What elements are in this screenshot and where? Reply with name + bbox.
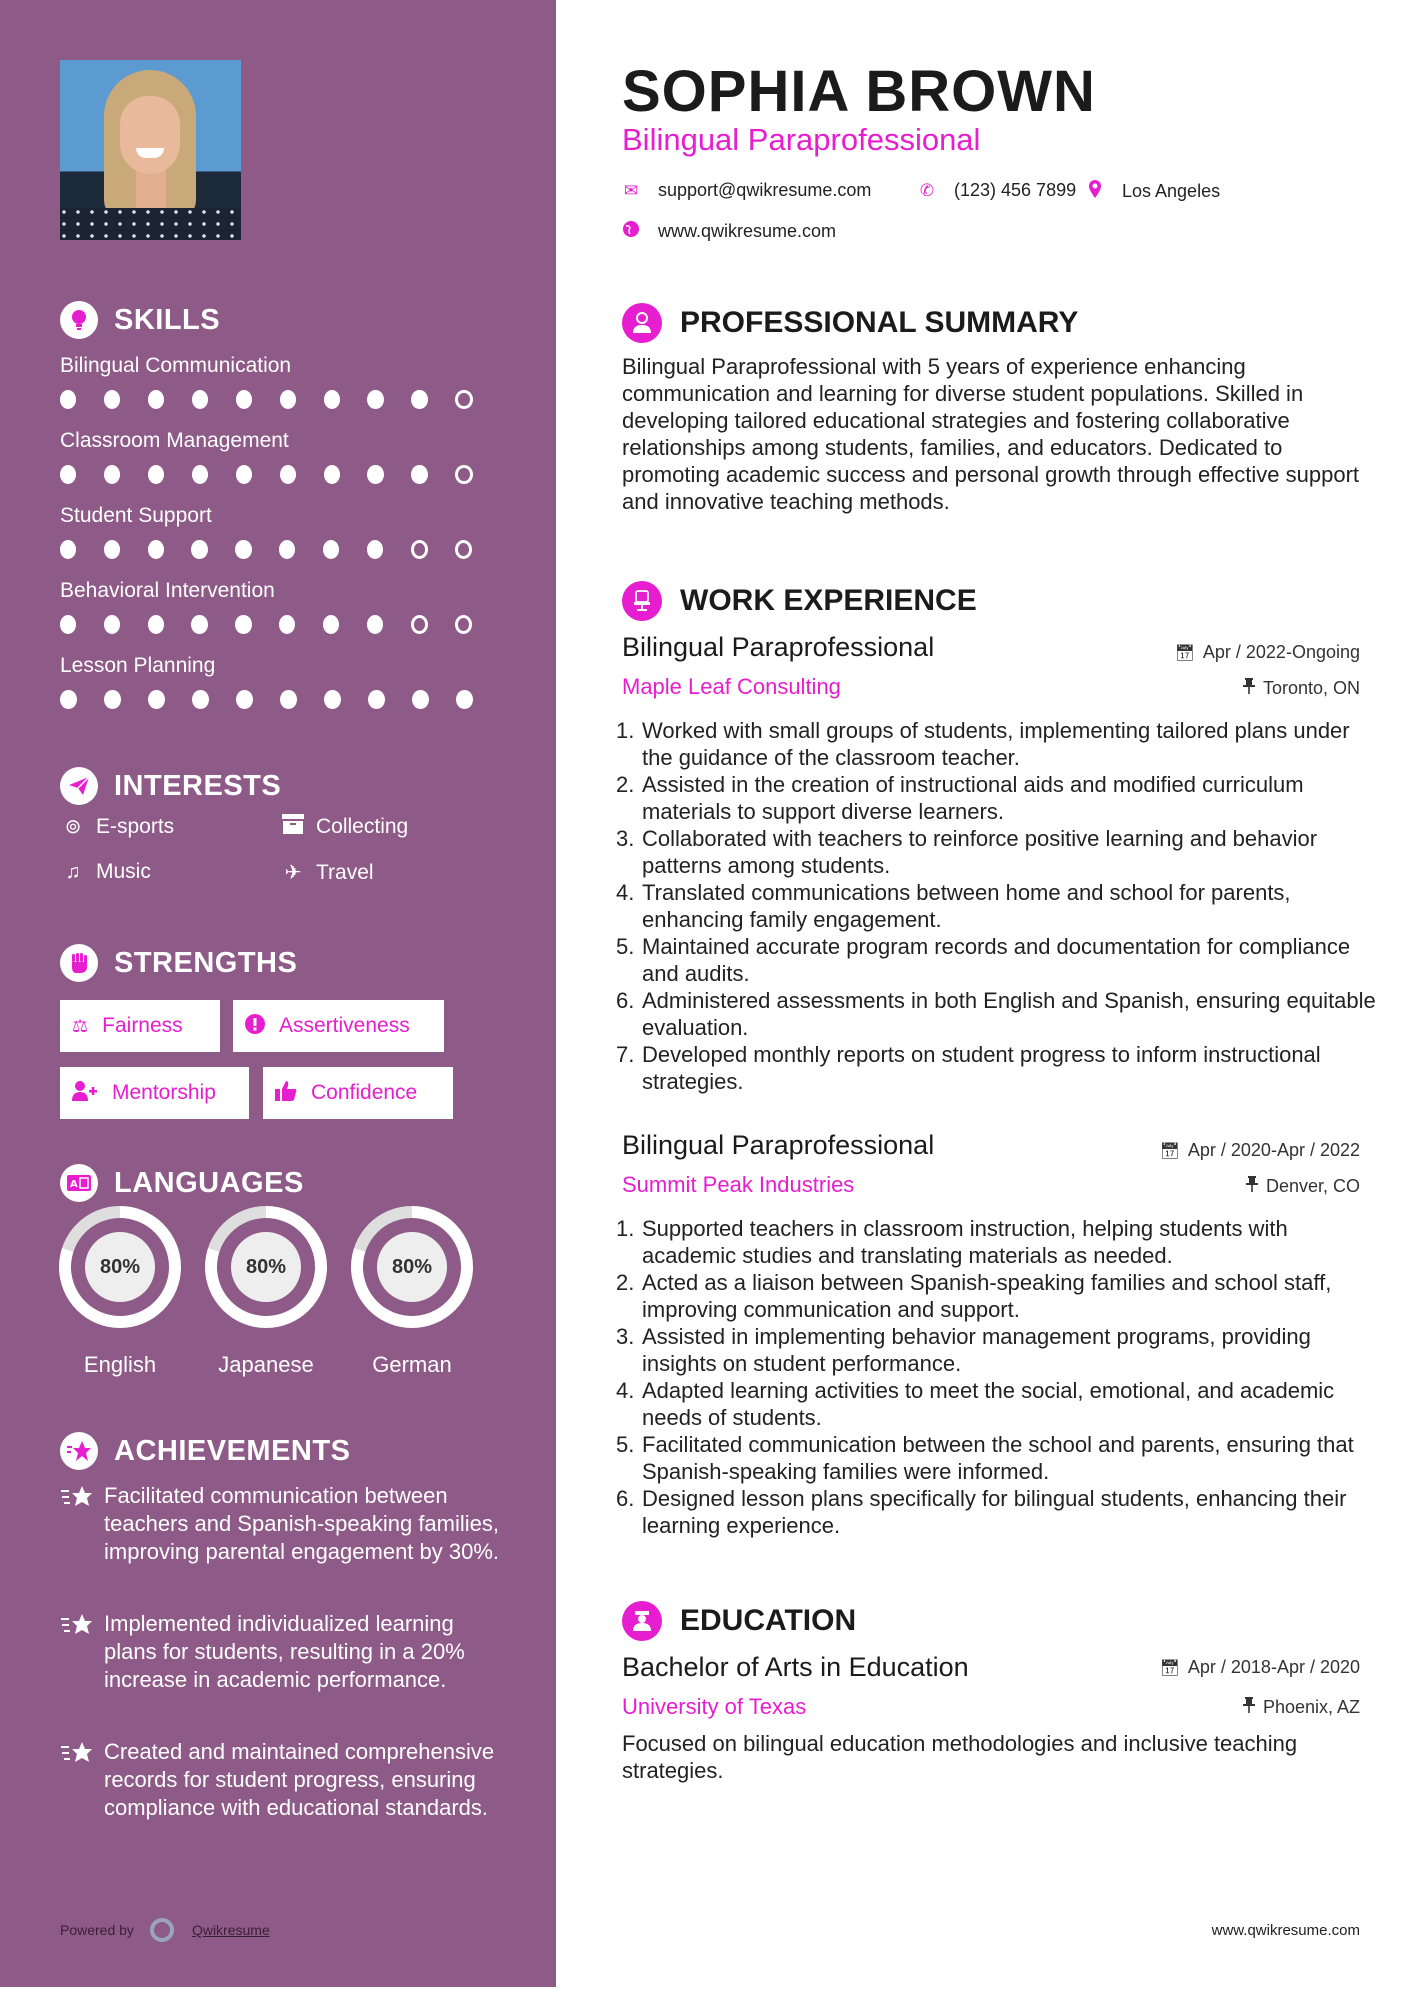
rating-dot-filled: [104, 465, 120, 484]
rating-dot-filled: [104, 690, 121, 709]
exclamation-circle-icon: [245, 1014, 265, 1039]
rating-dot-filled: [236, 690, 253, 709]
skill-rating: [60, 690, 500, 709]
powered-by-label: Powered by: [60, 1922, 134, 1938]
pushpin-icon: [1243, 678, 1255, 699]
skill-item: [60, 502, 500, 559]
skill-rating: [60, 615, 500, 634]
achievement-text: Created and maintained comprehensive records for student progress, ensuring compliance with educational standards.: [104, 1739, 495, 1820]
language-progress-ring: [205, 1206, 327, 1328]
job-location-text: Toronto, ON: [1262, 678, 1360, 698]
translate-icon: [60, 1164, 98, 1202]
job-dates: [1175, 642, 1360, 663]
map-pin-icon: [1086, 180, 1104, 203]
education-dates: [1160, 1657, 1360, 1678]
email-text[interactable]: support@qwikresume.com: [658, 180, 872, 200]
profile-photo: [60, 60, 241, 240]
bullet-text: Collaborated with teachers to reinforce positive learning and behavior patterns among students.: [642, 826, 1318, 878]
interests-heading: [60, 767, 281, 805]
achievement-text: Facilitated communication between teachers and Spanish-speaking families, improving parental engagement by 30%.: [104, 1483, 500, 1564]
job-bullets: [616, 1215, 1376, 1539]
location-text: Los Angeles: [1122, 181, 1221, 201]
user-plus-icon: [72, 1081, 98, 1106]
rating-dot-empty: [411, 615, 428, 634]
rating-dot-filled: [148, 690, 165, 709]
education-location-text: Phoenix, AZ: [1262, 1697, 1360, 1717]
language-percent: 80%: [377, 1232, 447, 1302]
bullet-number: 3.: [616, 1324, 635, 1349]
skill-item: [60, 577, 500, 634]
job-bullet: [616, 1377, 1376, 1431]
rating-dot-filled: [235, 615, 251, 634]
rating-dot-filled: [368, 690, 385, 709]
svg-text:A: A: [70, 1179, 78, 1190]
interests-title: INTERESTS: [114, 769, 282, 802]
strength-label: Mentorship: [112, 1081, 216, 1104]
interest-label: Music: [96, 860, 151, 883]
contact-email: [622, 180, 871, 201]
strength-mentorship: [60, 1067, 249, 1119]
job-bullet: [616, 933, 1376, 987]
bullet-text: Developed monthly reports on student progress to inform instructional strategies.: [642, 1042, 1321, 1094]
rating-dot-filled: [411, 465, 427, 484]
archive-box-icon: [280, 814, 306, 840]
shooting-star-icon: [60, 1738, 104, 1822]
rating-dot-filled: [192, 465, 208, 484]
rating-dot-filled: [367, 540, 383, 559]
pushpin-icon: [1243, 1697, 1255, 1718]
main-content: [556, 0, 1407, 1990]
bullet-number: 5.: [616, 934, 635, 959]
office-chair-icon: [622, 581, 662, 621]
rating-dot-filled: [367, 615, 383, 634]
job-bullet: [616, 717, 1376, 771]
skill-rating: [60, 465, 500, 484]
job-bullet: [616, 771, 1376, 825]
sidebar: [0, 0, 556, 1987]
bullet-text: Worked with small groups of students, implementing tailored plans under the guidance of the classroom teacher.: [642, 718, 1350, 770]
skill-name: Classroom Management: [60, 429, 289, 452]
bullet-number: 2.: [616, 1270, 635, 1295]
bullet-number: 1.: [616, 1216, 635, 1241]
rating-dot-filled: [236, 465, 252, 484]
rating-dot-filled: [367, 465, 383, 484]
job-bullet: [616, 825, 1376, 879]
interest-travel: [280, 860, 374, 885]
bullet-text: Designed lesson plans specifically for bilingual students, enhancing their learning experience.: [642, 1486, 1347, 1538]
rating-dot-filled: [324, 690, 341, 709]
job-location-text: Denver, CO: [1265, 1176, 1360, 1196]
strength-assertiveness: [233, 1000, 444, 1052]
user-icon: [622, 303, 662, 343]
paper-plane-icon: [60, 767, 98, 805]
job-company: Maple Leaf Consulting: [622, 674, 841, 699]
rating-dot-filled: [192, 390, 208, 409]
rating-dot-empty: [455, 540, 472, 559]
strengths-title: STRENGTHS: [114, 946, 298, 979]
bullet-text: Assisted in the creation of instructional aids and modified curriculum materials to support diverse learners.: [642, 772, 1304, 824]
job-bullet: [616, 1269, 1376, 1323]
education-dates-text: Apr / 2018-Apr / 2020: [1187, 1657, 1360, 1677]
skill-name: Bilingual Communication: [60, 354, 292, 377]
job-bullet: [616, 1215, 1376, 1269]
rating-dot-filled: [323, 540, 339, 559]
skills-title: SKILLS: [114, 303, 221, 336]
rating-dot-filled: [148, 615, 164, 634]
rating-dot-filled: [60, 465, 76, 484]
candidate-name: SOPHIA BROWN: [622, 59, 1096, 124]
interest-music: [60, 860, 151, 884]
language-percent: 80%: [231, 1232, 301, 1302]
job-bullet: [616, 1431, 1376, 1485]
strength-label: Assertiveness: [279, 1014, 410, 1037]
skill-name: Lesson Planning: [60, 654, 216, 677]
summary-text: Bilingual Paraprofessional with 5 years of experience enhancing communication and learning for diverse student populations. Skilled in developing tailored educational strategies and fostering collaborative relationships among students, families, and educators. Dedicated to promoting academic success and personal growth through effective support and innovative teaching methods.: [622, 354, 1360, 514]
languages-title: LANGUAGES: [114, 1166, 304, 1199]
calendar-icon: 📅︎: [1159, 1659, 1180, 1677]
bullet-text: Assisted in implementing behavior management programs, providing insights on student performance.: [642, 1324, 1311, 1376]
bullet-number: 2.: [616, 772, 635, 797]
job-bullet: [616, 987, 1376, 1041]
strength-label: Fairness: [102, 1014, 183, 1037]
job-company: Summit Peak Industries: [622, 1172, 855, 1197]
achievement-item: [60, 1738, 500, 1822]
rating-dot-filled: [60, 540, 76, 559]
rating-dot-filled: [280, 690, 297, 709]
candidate-role: Bilingual Paraprofessional: [622, 122, 981, 157]
photo-neck: [136, 170, 166, 212]
job-bullets: [616, 717, 1376, 1095]
school-name: University of Texas: [622, 1694, 807, 1719]
rating-dot-empty: [455, 615, 472, 634]
education-title: EDUCATION: [680, 1604, 857, 1637]
interest-label: Travel: [316, 860, 374, 884]
education-description: Focused on bilingual education methodologies and inclusive teaching strategies.: [622, 1731, 1298, 1783]
education-heading: [622, 1601, 856, 1641]
bullet-text: Administered assessments in both English and Spanish, ensuring equitable evaluation.: [642, 988, 1376, 1040]
language-item: [59, 1206, 181, 1378]
rating-dot-filled: [323, 615, 339, 634]
globe-icon: [622, 221, 640, 242]
lightbulb-icon: [60, 301, 98, 339]
degree-title: Bachelor of Arts in Education: [622, 1652, 969, 1682]
website-text[interactable]: www.qwikresume.com: [658, 221, 837, 241]
job-location: [1243, 678, 1360, 699]
rating-dot-filled: [411, 390, 427, 409]
rating-dot-filled: [412, 690, 429, 709]
interest-label: Collecting: [316, 815, 409, 838]
skill-item: [60, 427, 500, 484]
bullet-text: Facilitated communication between the school and parents, ensuring that Spanish-speaking families were informed.: [642, 1432, 1354, 1484]
thumbs-up-icon: [275, 1081, 297, 1106]
language-progress-ring: [351, 1206, 473, 1328]
rating-dot-filled: [324, 390, 340, 409]
powered-by: [60, 1918, 270, 1942]
achievement-item: [60, 1610, 500, 1694]
graduate-icon: [622, 1601, 662, 1641]
rating-dot-filled: [104, 390, 120, 409]
bullet-text: Supported teachers in classroom instruction, helping students with academic studies and translating materials as needed.: [642, 1216, 1288, 1268]
bullet-text: Acted as a liaison between Spanish-speaking families and school staff, improving communication and support.: [642, 1270, 1332, 1322]
qwikresume-link[interactable]: Qwikresume: [191, 1922, 270, 1938]
life-ring-icon: ⊚: [64, 816, 82, 838]
rating-dot-filled: [104, 615, 120, 634]
skill-name: Behavioral Intervention: [60, 579, 275, 602]
rating-dot-empty: [455, 390, 472, 409]
achievements-title: ACHIEVEMENTS: [114, 1434, 351, 1467]
job-dates-text: Apr / 2020-Apr / 2022: [1187, 1140, 1360, 1160]
rating-dot-filled: [236, 390, 252, 409]
rating-dot-filled: [60, 390, 76, 409]
shooting-star-icon: [60, 1432, 98, 1470]
bullet-text: Maintained accurate program records and documentation for compliance and audits.: [642, 934, 1351, 986]
job-title: Bilingual Paraprofessional: [622, 1130, 935, 1160]
education-location: [1243, 1697, 1360, 1718]
bullet-number: 3.: [616, 826, 635, 851]
bullet-number: 1.: [616, 718, 635, 743]
rating-dot-filled: [104, 540, 120, 559]
rating-dot-filled: [280, 465, 296, 484]
photo-shirt: [60, 208, 241, 240]
language-percent: 80%: [85, 1232, 155, 1302]
strengths-heading: [60, 944, 297, 982]
job-bullet: [616, 1041, 1376, 1095]
language-item: [205, 1206, 327, 1378]
rating-dot-filled: [192, 690, 209, 709]
photo-face: [120, 96, 180, 174]
interest-label: E-sports: [96, 814, 175, 838]
phone-icon: ✆: [919, 180, 935, 200]
skill-rating: [60, 390, 500, 409]
language-name: English: [83, 1352, 157, 1377]
balance-scale-icon: ⚖: [72, 1015, 89, 1036]
job-location: [1246, 1176, 1360, 1197]
interest-collecting: [280, 814, 408, 840]
bullet-number: 4.: [616, 1378, 635, 1403]
language-name: German: [372, 1352, 452, 1377]
bullet-number: 4.: [616, 880, 635, 905]
job-bullet: [616, 1485, 1376, 1539]
music-note-icon: ♫: [65, 860, 81, 883]
rating-dot-filled: [279, 615, 295, 634]
rating-dot-filled: [148, 540, 164, 559]
strength-confidence: [263, 1067, 453, 1119]
rating-dot-filled: [148, 465, 164, 484]
rating-dot-filled: [279, 540, 295, 559]
job-dates: [1160, 1140, 1360, 1161]
skills-heading: [60, 301, 220, 339]
skill-item: [60, 352, 500, 409]
qwikresume-logo-icon: [150, 1918, 174, 1942]
pushpin-icon: [1246, 1176, 1258, 1197]
rating-dot-filled: [456, 690, 473, 709]
rating-dot-filled: [60, 690, 77, 709]
envelope-icon: ✉: [623, 180, 639, 200]
bullet-number: 5.: [616, 1432, 635, 1457]
strength-label: Confidence: [311, 1081, 418, 1104]
airplane-icon: ✈: [284, 862, 302, 884]
language-name: Japanese: [218, 1352, 314, 1377]
achievement-item: [60, 1482, 500, 1566]
calendar-icon: 📅︎: [1174, 644, 1195, 662]
contact-website: [622, 221, 836, 242]
rating-dot-filled: [367, 390, 383, 409]
rating-dot-filled: [60, 615, 76, 634]
experience-title: WORK EXPERIENCE: [680, 584, 977, 617]
rating-dot-filled: [191, 615, 207, 634]
languages-heading: [60, 1164, 304, 1202]
job-bullet: [616, 879, 1376, 933]
bullet-text: Adapted learning activities to meet the social, emotional, and academic needs of students.: [642, 1378, 1335, 1430]
calendar-icon: 📅︎: [1159, 1142, 1180, 1160]
contact-location: [1086, 180, 1220, 203]
rating-dot-empty: [455, 465, 472, 484]
bullet-number: 6.: [616, 988, 635, 1013]
achievements-heading: [60, 1432, 350, 1470]
skill-name: Student Support: [60, 504, 212, 527]
job-title: Bilingual Paraprofessional: [622, 632, 935, 662]
shooting-star-icon: [60, 1610, 104, 1694]
job-dates-text: Apr / 2022-Ongoing: [1202, 642, 1360, 662]
raised-fist-icon: [60, 944, 98, 982]
rating-dot-filled: [191, 540, 207, 559]
phone-text[interactable]: (123) 456 7899: [954, 180, 1077, 200]
skill-rating: [60, 540, 500, 559]
interest-esports: [60, 814, 174, 839]
experience-heading: [622, 581, 977, 621]
language-progress-ring: [59, 1206, 181, 1328]
summary-heading: [622, 303, 1078, 343]
skill-item: [60, 652, 500, 709]
strength-fairness: [60, 1000, 220, 1052]
summary-title: PROFESSIONAL SUMMARY: [680, 306, 1079, 339]
achievement-text: Implemented individualized learning plans for students, resulting in a 20% increase in academic performance.: [104, 1611, 465, 1692]
bullet-text: Translated communications between home and school for parents, enhancing family engagement.: [642, 880, 1291, 932]
rating-dot-filled: [324, 465, 340, 484]
bullet-number: 6.: [616, 1486, 635, 1511]
language-item: [351, 1206, 473, 1378]
rating-dot-empty: [411, 540, 428, 559]
job-bullet: [616, 1323, 1376, 1377]
shooting-star-icon: [60, 1482, 104, 1566]
footer-website[interactable]: www.qwikresume.com: [1211, 1922, 1360, 1939]
contact-phone: [918, 180, 1076, 201]
rating-dot-filled: [280, 390, 296, 409]
rating-dot-filled: [235, 540, 251, 559]
bullet-number: 7.: [616, 1042, 635, 1067]
rating-dot-filled: [148, 390, 164, 409]
